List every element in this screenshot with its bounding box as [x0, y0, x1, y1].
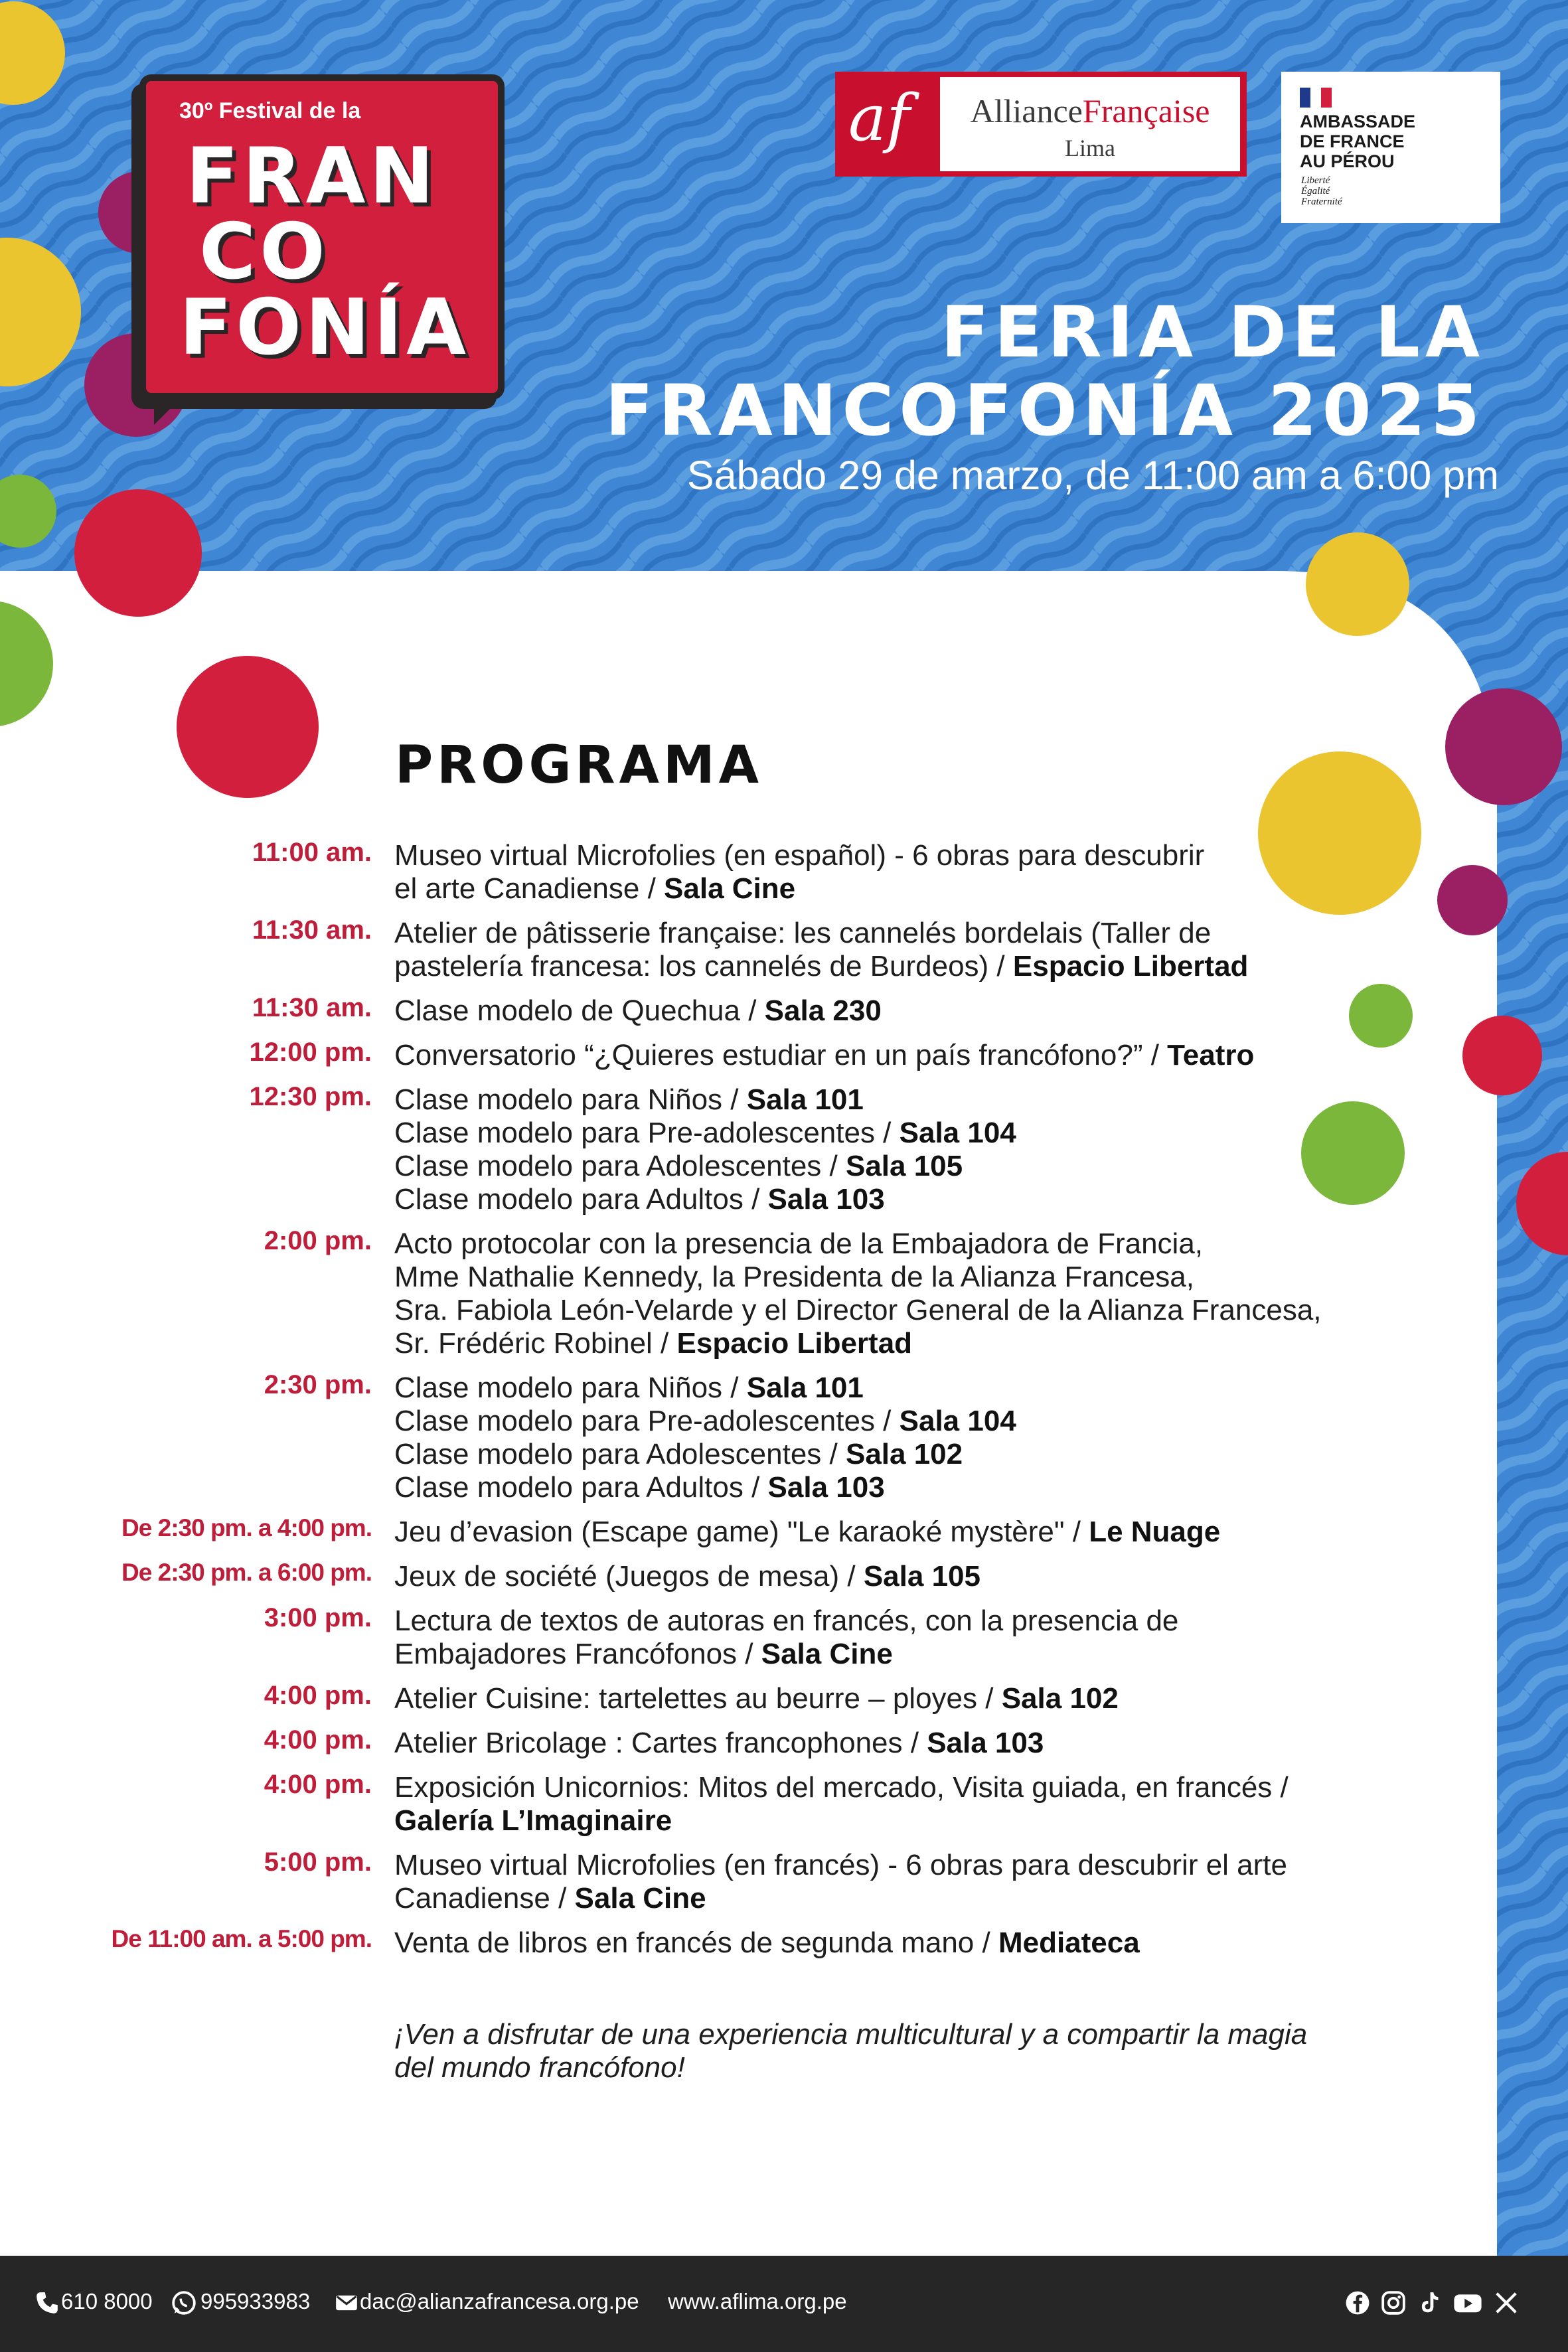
- activity-text: Conversatorio “¿Quieres estudiar en un país francófono?” /: [394, 1039, 1168, 1071]
- program-item-line: [394, 1227, 1390, 1261]
- activity-text: Atelier Bricolage : Cartes francophones /: [394, 1727, 927, 1759]
- venue-label: Teatro: [1167, 1039, 1255, 1071]
- whatsapp-icon: [171, 2290, 196, 2315]
- festival-word-2: CO: [199, 207, 329, 297]
- venue-label: Espacio Libertad: [676, 1327, 913, 1360]
- program-item-line: [394, 1372, 1390, 1405]
- activity-text: Lectura de textos de autoras en francés, con la presencia de: [394, 1605, 1179, 1637]
- email-icon: [334, 2290, 359, 2315]
- venue-label: Sala 102: [1001, 1682, 1119, 1715]
- festival-edition: 30º Festival de la: [179, 98, 361, 123]
- program-item-description: [394, 1727, 1390, 1760]
- program-item-line: [394, 1405, 1390, 1438]
- venue-label: Sala 105: [845, 1150, 963, 1182]
- footer-phone[interactable]: 610 8000: [61, 2289, 153, 2313]
- venue-label: Sala 101: [746, 1372, 864, 1404]
- program-item-description: [394, 994, 1390, 1028]
- program-item-time: De 11:00 am. a 5:00 pm.: [111, 1925, 372, 1952]
- program-item-line: [394, 1183, 1390, 1216]
- venue-label: Le Nuage: [1089, 1516, 1221, 1548]
- alliance-francaise-logo: [835, 72, 1247, 177]
- dot-yellow-3: [1306, 532, 1409, 636]
- program-item-line: [394, 1727, 1390, 1760]
- venue-label: Sala 104: [899, 1117, 1016, 1149]
- embassy-motto: [1301, 175, 1342, 207]
- program-item-line: [394, 1117, 1390, 1150]
- program-item-line: [394, 1882, 1390, 1915]
- dot-red-3: [1462, 1016, 1542, 1095]
- program-item-time: 4:00 pm.: [264, 1725, 372, 1755]
- program-item-description: [394, 1771, 1390, 1838]
- af-name-box: [940, 77, 1240, 171]
- activity-text: Clase modelo para Adultos /: [394, 1471, 768, 1504]
- activity-text: Clase modelo para Adultos /: [394, 1183, 768, 1215]
- activity-text: Museo virtual Microfolies (en español) - 6 obras para descubrir: [394, 839, 1205, 872]
- embassy-line-3: AU PÉROU: [1300, 151, 1395, 171]
- program-item-time: De 2:30 pm. a 4:00 pm.: [121, 1514, 372, 1541]
- program-item-line: [394, 1327, 1390, 1360]
- program-item-line: [394, 1438, 1390, 1471]
- activity-text: Clase modelo de Quechua /: [394, 994, 765, 1027]
- program-item-line: [394, 839, 1390, 872]
- activity-text: Acto protocolar con la presencia de la Embajadora de Francia,: [394, 1227, 1204, 1260]
- program-item-line: [394, 994, 1390, 1028]
- embassy-logo: [1281, 72, 1500, 223]
- program-item-description: [394, 1605, 1390, 1671]
- program-item-description: [394, 917, 1390, 983]
- embassy-name: [1300, 112, 1415, 171]
- program-item-time: 11:00 am.: [252, 838, 372, 867]
- venue-label: Sala 103: [767, 1183, 885, 1215]
- activity-text: Museo virtual Microfolies (en francés) - 6 obras para descubrir el arte: [394, 1849, 1287, 1881]
- activity-text: Clase modelo para Adolescentes /: [394, 1438, 846, 1470]
- activity-text: Sr. Frédéric Robinel /: [394, 1327, 677, 1360]
- program-item-description: [394, 1516, 1390, 1549]
- program-item-time: 11:30 am.: [252, 915, 372, 945]
- program-item-time: 4:00 pm.: [264, 1681, 372, 1710]
- venue-label: Sala 103: [927, 1727, 1044, 1759]
- activity-text: Atelier de pâtisserie française: les cannelés bordelais (Taller de: [394, 917, 1212, 949]
- program-item-line: [394, 1605, 1390, 1638]
- program-item-line: [394, 1039, 1390, 1072]
- activity-text: Embajadores Francófonos /: [394, 1638, 761, 1670]
- program-item-time: 12:30 pm.: [249, 1082, 372, 1111]
- footer-whatsapp[interactable]: 995933983: [200, 2289, 311, 2313]
- venue-label: Espacio Libertad: [1012, 950, 1249, 982]
- program-item-line: [394, 1804, 1390, 1838]
- program-item-description: [394, 1849, 1390, 1915]
- program-item-line: [394, 1150, 1390, 1183]
- venue-label: Sala 230: [764, 994, 882, 1027]
- venue-label: Mediateca: [998, 1926, 1140, 1959]
- page-title-line-1: FERIA DE LA: [941, 291, 1485, 373]
- activity-text: el arte Canadiense /: [394, 872, 665, 905]
- program-item-description: [394, 1926, 1390, 1960]
- af-name-francaise: Française: [1082, 92, 1210, 129]
- footer-email[interactable]: dac@alianzafrancesa.org.pe: [360, 2289, 639, 2313]
- closing-line-2: del mundo francófono!: [394, 2051, 685, 2084]
- program-item-time: 12:00 pm.: [249, 1038, 372, 1067]
- program-item-line: [394, 917, 1390, 950]
- venue-label: Sala Cine: [664, 872, 796, 905]
- footer-bar: [0, 2256, 1568, 2352]
- program-heading: PROGRAMA: [395, 736, 763, 795]
- af-monogram: af: [848, 81, 910, 155]
- activity-text: Jeu d’evasion (Escape game) "Le karaoké mystère" /: [394, 1516, 1089, 1548]
- activity-text: Clase modelo para Pre-adolescentes /: [394, 1117, 900, 1149]
- venue-label: Sala 105: [863, 1560, 980, 1593]
- af-name: [940, 92, 1240, 130]
- dot-red-2: [177, 656, 319, 798]
- activity-text: Canadiense /: [394, 1882, 575, 1915]
- program-item-description: [394, 1372, 1390, 1504]
- festival-logo: [139, 74, 505, 400]
- program-item-line: [394, 1471, 1390, 1504]
- instagram-icon[interactable]: [1381, 2290, 1406, 2315]
- dot-red-1: [74, 489, 202, 617]
- program-item-description: [394, 1682, 1390, 1715]
- motto-egalite: Égalité: [1301, 186, 1330, 196]
- program-item-line: [394, 1261, 1390, 1294]
- motto-liberte: Liberté: [1301, 175, 1330, 186]
- program-item-time: De 2:30 pm. a 6:00 pm.: [121, 1559, 372, 1586]
- closing-line-1: ¡Ven a disfrutar de una experiencia multicultural y a compartir la magia: [394, 2018, 1308, 2051]
- af-city: Lima: [1065, 135, 1115, 161]
- program-item-line: [394, 1849, 1390, 1882]
- program-item-line: [394, 1560, 1390, 1593]
- program-item-line: [394, 1926, 1390, 1960]
- program-item-time: 5:00 pm.: [264, 1847, 372, 1877]
- venue-label: Sala Cine: [761, 1638, 893, 1670]
- activity-text: Sra. Fabiola León-Velarde y el Director General de la Alianza Francesa,: [394, 1294, 1322, 1326]
- tiktok-icon[interactable]: [1417, 2290, 1442, 2315]
- motto-fraternite: Fraternité: [1301, 196, 1342, 207]
- program-item-time: 2:30 pm.: [264, 1370, 372, 1399]
- x-icon[interactable]: [1494, 2290, 1519, 2315]
- activity-text: Clase modelo para Pre-adolescentes /: [394, 1405, 900, 1437]
- program-item-line: [394, 1083, 1390, 1117]
- program-item-line: [394, 1638, 1390, 1671]
- program-item-description: [394, 1039, 1390, 1072]
- program-item-description: [394, 839, 1390, 905]
- dot-purple-4: [1437, 865, 1508, 935]
- youtube-icon[interactable]: [1452, 2290, 1483, 2315]
- program-item-time: 4:00 pm.: [264, 1770, 372, 1799]
- program-item-description: [394, 1560, 1390, 1593]
- phone-icon: [35, 2290, 60, 2315]
- program-item-line: [394, 1516, 1390, 1549]
- venue-label: Sala 104: [899, 1405, 1016, 1437]
- program-item-time: 3:00 pm.: [264, 1603, 372, 1632]
- venue-label: Galería L’Imaginaire: [394, 1804, 672, 1837]
- dot-purple-3: [1445, 688, 1562, 805]
- venue-label: Sala 102: [845, 1438, 963, 1470]
- activity-text: Clase modelo para Adolescentes /: [394, 1150, 846, 1182]
- venue-label: Sala 101: [746, 1083, 864, 1116]
- festival-word-3: FONÍA: [179, 283, 470, 372]
- program-item-line: [394, 950, 1390, 983]
- activity-text: pastelería francesa: los cannelés de Burdeos) /: [394, 950, 1013, 982]
- activity-text: Mme Nathalie Kennedy, la Presidenta de la Alianza Francesa,: [394, 1261, 1194, 1293]
- program-item-description: [394, 1227, 1390, 1360]
- embassy-line-2: DE FRANCE: [1300, 131, 1405, 151]
- activity-text: Exposición Unicornios: Mitos del mercado, Visita guiada, en francés /: [394, 1771, 1289, 1804]
- program-item-line: [394, 872, 1390, 905]
- program-item-line: [394, 1771, 1390, 1804]
- page-title-line-2: FRANCOFONÍA 2025: [605, 370, 1485, 451]
- program-item-line: [394, 1294, 1390, 1327]
- venue-label: Sala Cine: [574, 1882, 706, 1915]
- french-flag-icon: [1300, 88, 1332, 108]
- activity-text: Atelier Cuisine: tartelettes au beurre – ployes /: [394, 1682, 1002, 1715]
- af-name-alliance: Alliance: [970, 92, 1083, 129]
- embassy-line-1: AMBASSADE: [1300, 112, 1416, 131]
- closing-message: [394, 2018, 1390, 2084]
- venue-label: Sala 103: [767, 1471, 885, 1504]
- facebook-icon[interactable]: [1345, 2290, 1370, 2315]
- footer-website[interactable]: www.aflima.org.pe: [668, 2289, 847, 2313]
- program-item-time: 11:30 am.: [252, 993, 372, 1022]
- activity-text: Jeux de société (Juegos de mesa) /: [394, 1560, 864, 1593]
- program-item-description: [394, 1083, 1390, 1216]
- activity-text: Clase modelo para Niños /: [394, 1372, 747, 1404]
- festival-word-1: FRAN: [186, 131, 438, 221]
- program-item-line: [394, 1682, 1390, 1715]
- activity-text: Venta de libros en francés de segunda mano /: [394, 1926, 998, 1959]
- program-item-time: 2:00 pm.: [264, 1226, 372, 1255]
- event-date: Sábado 29 de marzo, de 11:00 am a 6:00 pm: [686, 453, 1499, 498]
- activity-text: Clase modelo para Niños /: [394, 1083, 747, 1116]
